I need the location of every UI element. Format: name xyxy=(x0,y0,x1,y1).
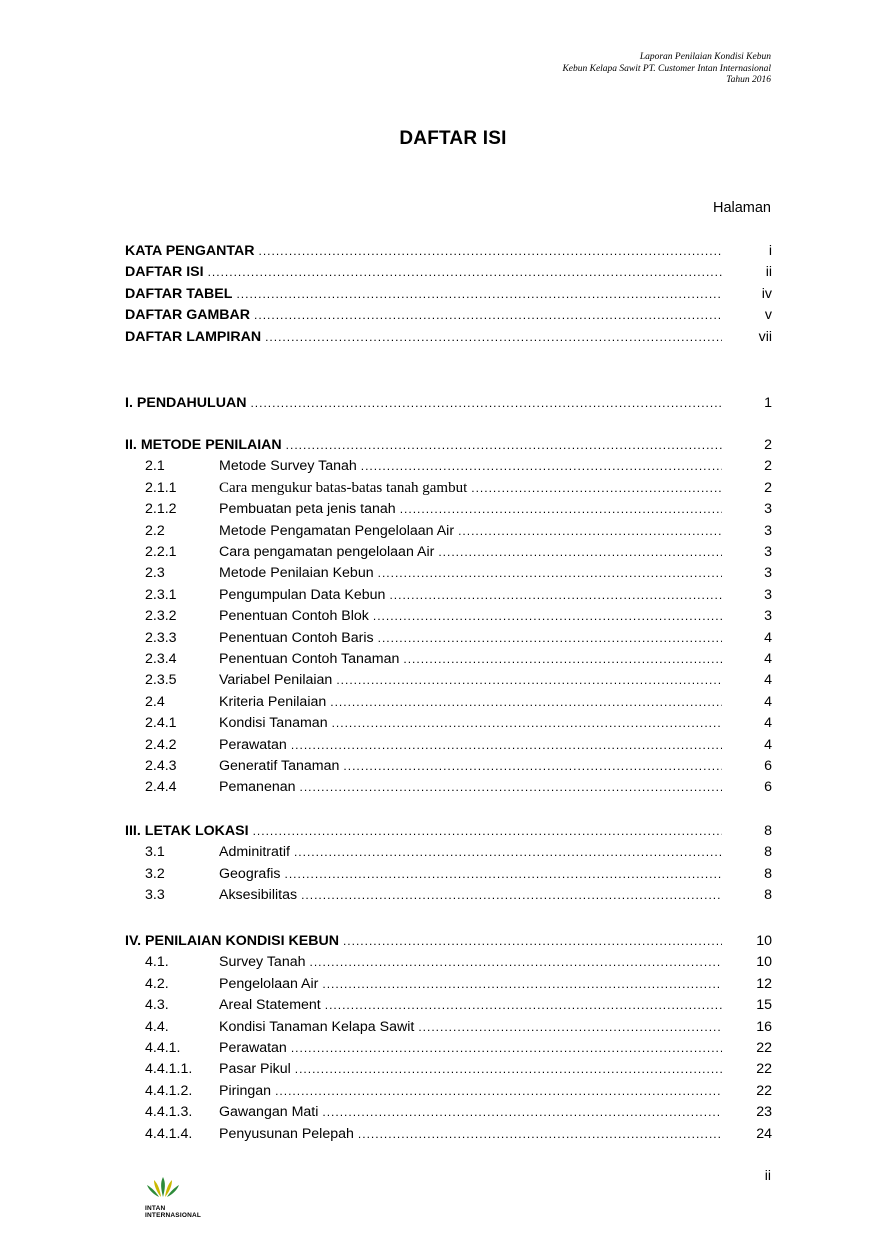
section-entry xyxy=(125,713,772,734)
chapter-entry xyxy=(125,931,772,952)
entry-number: 4.2. xyxy=(145,976,169,992)
entry-page: 24 xyxy=(756,1126,772,1142)
entry-page: 4 xyxy=(764,737,772,753)
entry-title: Piringan xyxy=(219,1083,272,1099)
entry-number: 2.3.3 xyxy=(145,630,177,646)
dot-leader xyxy=(285,864,722,885)
entry-number: 2.2 xyxy=(145,523,165,539)
chapter-entry xyxy=(125,393,772,414)
dot-leader xyxy=(253,821,722,842)
chapter-entry xyxy=(125,821,772,842)
entry-page: 10 xyxy=(756,954,772,970)
dot-leader xyxy=(254,305,722,326)
dot-leader xyxy=(358,1124,722,1145)
page-title: DAFTAR ISI xyxy=(399,128,507,149)
entry-number: 2.1 xyxy=(145,458,165,474)
entry-number: 4.4.1.2. xyxy=(145,1083,193,1099)
entry-number: 2.4 xyxy=(145,694,165,710)
entry-page: 2 xyxy=(764,458,772,474)
dot-leader xyxy=(373,606,722,627)
entry-page: 12 xyxy=(756,976,772,992)
dot-leader xyxy=(250,393,722,414)
entry-page: 8 xyxy=(764,844,772,860)
entry-title: DAFTAR ISI xyxy=(125,264,204,280)
dot-leader xyxy=(361,456,722,477)
entry-number: 4.4.1.1. xyxy=(145,1061,193,1077)
dot-leader xyxy=(300,777,722,798)
section-entry xyxy=(125,499,772,520)
dot-leader xyxy=(325,995,722,1016)
dot-leader xyxy=(471,478,722,499)
entry-number: 2.1.2 xyxy=(145,501,177,517)
entry-title: KATA PENGANTAR xyxy=(125,243,255,259)
entry-page: 8 xyxy=(764,823,772,839)
header-line-2: Kebun Kelapa Sawit PT. Customer Intan Internasional xyxy=(562,63,771,74)
entry-number: 4.4.1.4. xyxy=(145,1126,193,1142)
entry-title: LETAK LOKASI xyxy=(144,823,249,839)
dot-leader xyxy=(310,952,723,973)
dot-leader xyxy=(322,974,722,995)
section-entry xyxy=(125,456,772,477)
entry-title: Kondisi Tanaman xyxy=(219,715,328,731)
dot-leader xyxy=(322,1102,722,1123)
dot-leader xyxy=(336,670,722,691)
entry-page: 3 xyxy=(764,587,772,603)
entry-page: 4 xyxy=(764,630,772,646)
entry-number: 4.4.1.3. xyxy=(145,1104,193,1120)
entry-number: 4.4.1. xyxy=(145,1040,181,1056)
dot-leader xyxy=(332,713,722,734)
entry-number: 4.4. xyxy=(145,1019,169,1035)
dot-leader xyxy=(301,885,722,906)
dot-leader xyxy=(403,649,722,670)
entry-title: METODE PENILAIAN xyxy=(140,437,282,453)
entry-title: Adminitratif xyxy=(219,844,290,860)
section-entry xyxy=(125,995,772,1016)
entry-number: 3.3 xyxy=(145,887,165,903)
entry-page: v xyxy=(764,307,772,323)
dot-leader xyxy=(400,499,722,520)
entry-page: 1 xyxy=(764,395,772,411)
section-entry xyxy=(125,1102,772,1123)
section-entry xyxy=(125,649,772,670)
entry-number: 2.4.1 xyxy=(145,715,177,731)
entry-page: 6 xyxy=(764,779,772,795)
entry-page: 8 xyxy=(764,866,772,882)
section-entry xyxy=(125,842,772,863)
entry-page: 3 xyxy=(764,523,772,539)
section-entry xyxy=(125,777,772,798)
header-line-3: Tahun 2016 xyxy=(726,75,771,85)
running-header xyxy=(562,52,771,87)
entry-title: DAFTAR LAMPIRAN xyxy=(125,329,262,345)
dot-leader xyxy=(378,563,722,584)
dot-leader xyxy=(389,585,722,606)
entry-page: 22 xyxy=(756,1061,772,1077)
entry-page: ii xyxy=(765,264,772,280)
dot-leader xyxy=(330,692,722,713)
section-entry xyxy=(125,974,772,995)
section-entry xyxy=(125,606,772,627)
entry-title: Survey Tanah xyxy=(219,954,306,970)
front-matter-entry xyxy=(125,262,772,283)
entry-title: Perawatan xyxy=(219,1040,287,1056)
entry-page: 10 xyxy=(756,933,772,949)
section-entry xyxy=(125,952,772,973)
dot-leader xyxy=(458,521,722,542)
section-entry xyxy=(125,1059,772,1080)
dot-leader xyxy=(343,756,722,777)
entry-title: Metode Pengamatan Pengelolaan Air xyxy=(219,523,455,539)
entry-page: 3 xyxy=(764,501,772,517)
halaman-label: Halaman xyxy=(712,200,771,216)
entry-page: vii xyxy=(758,329,772,345)
section-entry xyxy=(125,756,772,777)
section-entry xyxy=(125,735,772,756)
section-entry xyxy=(125,585,772,606)
entry-page: 2 xyxy=(764,480,772,496)
entry-title: Pembuatan peta jenis tanah xyxy=(219,501,396,517)
entry-page: 2 xyxy=(764,437,772,453)
entry-number: 2.3.2 xyxy=(145,608,177,624)
entry-title: Kriteria Penilaian xyxy=(219,694,327,710)
entry-title: Perawatan xyxy=(219,737,287,753)
entry-title: Penentuan Contoh Tanaman xyxy=(219,651,400,667)
entry-number: 4.1. xyxy=(145,954,169,970)
dot-leader xyxy=(208,262,722,283)
entry-number: 2.1.1 xyxy=(145,480,177,496)
entry-title: Pengelolaan Air xyxy=(219,976,319,992)
entry-number: 2.2.1 xyxy=(145,544,177,560)
dot-leader xyxy=(418,1017,722,1038)
front-matter-entry xyxy=(125,284,772,305)
entry-title: Pasar Pikul xyxy=(219,1061,291,1077)
dot-leader xyxy=(259,241,722,262)
entry-title: PENDAHULUAN xyxy=(136,395,247,411)
entry-title: Geografis xyxy=(219,866,281,882)
dot-leader xyxy=(295,1059,722,1080)
entry-number: II. xyxy=(125,437,137,453)
section-entry xyxy=(125,1038,772,1059)
entry-number: IV. xyxy=(125,933,142,949)
company-logo xyxy=(145,1175,215,1219)
entry-title: DAFTAR TABEL xyxy=(125,286,233,302)
section-entry xyxy=(125,1081,772,1102)
entry-number: 2.4.4 xyxy=(145,779,177,795)
section-entry xyxy=(125,628,772,649)
chapter-entry xyxy=(125,435,772,456)
entry-page: 4 xyxy=(764,672,772,688)
section-entry xyxy=(125,670,772,691)
section-entry xyxy=(125,885,772,906)
entry-page: 15 xyxy=(756,997,772,1013)
entry-title: Metode Survey Tanah xyxy=(219,458,357,474)
entry-page: i xyxy=(768,243,772,259)
entry-title: Generatif Tanaman xyxy=(219,758,340,774)
entry-number: 2.3.5 xyxy=(145,672,177,688)
header-line-1: Laporan Penilaian Kondisi Kebun xyxy=(639,52,771,62)
dot-leader xyxy=(378,628,722,649)
entry-title: Penentuan Contoh Baris xyxy=(219,630,374,646)
entry-page: 4 xyxy=(764,694,772,710)
dot-leader xyxy=(286,435,722,456)
entry-title: Pemanenan xyxy=(219,779,296,795)
entry-title: Aksesibilitas xyxy=(219,887,298,903)
entry-title: Variabel Penilaian xyxy=(219,672,333,688)
entry-page: 22 xyxy=(756,1040,772,1056)
dot-leader xyxy=(438,542,722,563)
entry-title: PENILAIAN KONDISI KEBUN xyxy=(145,933,339,949)
entry-number: III. xyxy=(125,823,141,839)
entry-number: 2.3.4 xyxy=(145,651,177,667)
page-number: ii xyxy=(764,1167,771,1183)
dot-leader xyxy=(236,284,722,305)
entry-number: 3.2 xyxy=(145,866,165,882)
section-entry xyxy=(125,1017,772,1038)
section-entry xyxy=(125,692,772,713)
section-entry xyxy=(125,542,772,563)
section-entry xyxy=(125,1124,772,1145)
dot-leader xyxy=(291,735,722,756)
entry-page: 4 xyxy=(764,651,772,667)
dot-leader xyxy=(291,1038,722,1059)
entry-page: 3 xyxy=(764,608,772,624)
dot-leader xyxy=(275,1081,722,1102)
entry-title: Cara pengamatan pengelolaan Air xyxy=(219,544,435,560)
entry-page: 23 xyxy=(756,1104,772,1120)
entry-title: Areal Statement xyxy=(219,997,321,1013)
entry-title: DAFTAR GAMBAR xyxy=(125,307,251,323)
section-entry xyxy=(125,864,772,885)
entry-title: Pengumpulan Data Kebun xyxy=(219,587,386,603)
section-entry xyxy=(125,521,772,542)
entry-title: Penyusunan Pelepah xyxy=(219,1126,354,1142)
entry-title: Penentuan Contoh Blok xyxy=(219,608,369,624)
entry-page: 6 xyxy=(764,758,772,774)
entry-number: 2.3 xyxy=(145,565,165,581)
entry-page: 8 xyxy=(764,887,772,903)
entry-title: Metode Penilaian Kebun xyxy=(219,565,374,581)
entry-page: 4 xyxy=(764,715,772,731)
entry-number: 2.3.1 xyxy=(145,587,177,603)
entry-page: 22 xyxy=(756,1083,772,1099)
logo-leaves-icon xyxy=(145,1175,181,1199)
dot-leader xyxy=(265,327,722,348)
dot-leader xyxy=(294,842,722,863)
entry-page: 16 xyxy=(756,1019,772,1035)
entry-number: 2.4.2 xyxy=(145,737,177,753)
entry-title: Cara mengukur batas-batas tanah gambut xyxy=(219,480,468,496)
entry-page: 3 xyxy=(764,565,772,581)
front-matter-entry xyxy=(125,241,772,262)
entry-number: 4.3. xyxy=(145,997,169,1013)
entry-page: 3 xyxy=(764,544,772,560)
entry-number: 2.4.3 xyxy=(145,758,177,774)
entry-number: 3.1 xyxy=(145,844,165,860)
entry-title: Kondisi Tanaman Kelapa Sawit xyxy=(219,1019,415,1035)
entry-page: iv xyxy=(761,286,772,302)
logo-text: INTAN INTERNASIONAL xyxy=(145,1205,202,1219)
section-entry xyxy=(125,563,772,584)
section-entry xyxy=(125,478,772,499)
entry-number: I. xyxy=(125,395,133,411)
front-matter-entry xyxy=(125,327,772,348)
entry-title: Gawangan Mati xyxy=(219,1104,319,1120)
dot-leader xyxy=(343,931,722,952)
front-matter-entry xyxy=(125,305,772,326)
